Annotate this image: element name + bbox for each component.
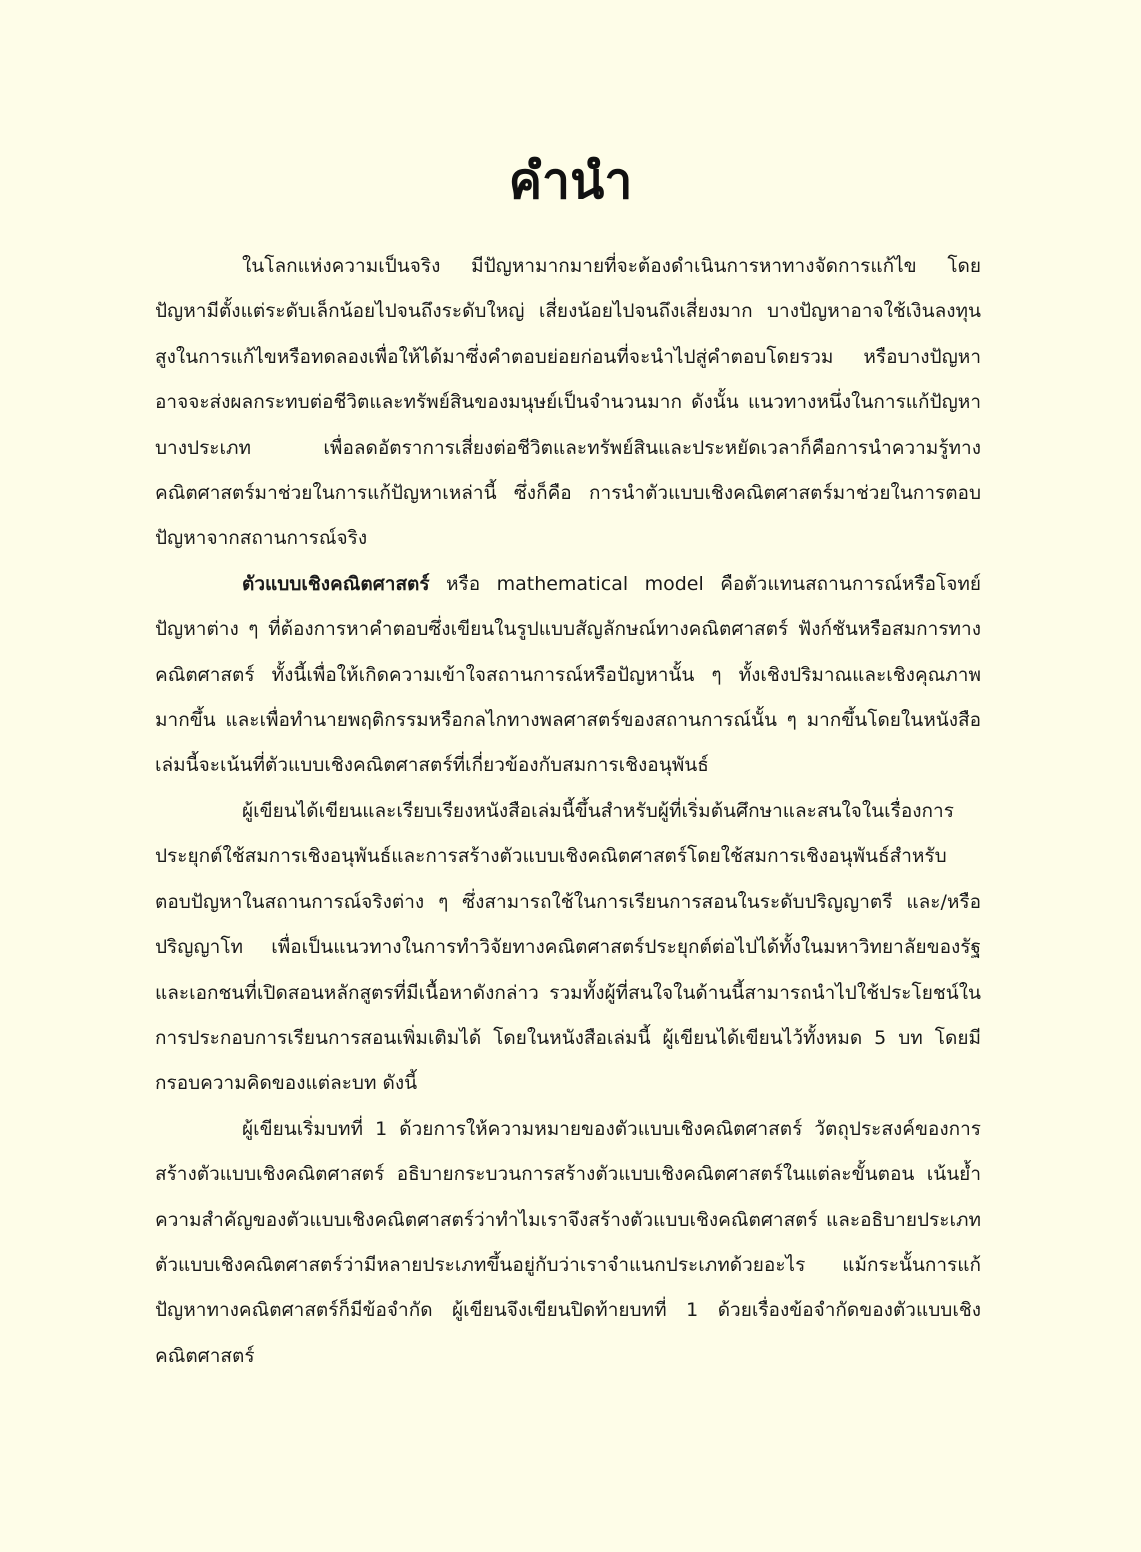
paragraph-2-text: คือตัวแทนสถานการณ์หรือโจทย์ปัญหาต่าง ๆ ที่ต้องการหาคำตอบซึ่งเขียนในรูปแบบสัญลักษณ์ทางคณิตศาสตร์ ฟังก์ชันหรือสมการทางคณิตศาสตร์ ทั้งนี้เพื่อให้เกิดความเข้าใจสถานการณ์หรือปัญหานั้น ๆ ทั้งเชิงปริมาณและเชิงคุณภาพมากขึ้น และเพื่อทำนายพฤติกรรมหรือกลไกทางพลศาสตร์ของสถานการณ์นั้น ๆ มากขึ้นโดยในหนังสือเล่มนี้จะเน้นที่ตัวแบบเชิงคณิตศาสตร์ที่เกี่ยวข้องกับสมการเชิงอนุพันธ์ [155,572,981,777]
paragraph-2-connector: หรือ [429,572,497,595]
term-english: mathematical model [496,572,704,595]
preface-body [155,244,981,1379]
paragraph-3: ผู้เขียนได้เขียนและเรียบเรียงหนังสือเล่มนี้ขึ้นสำหรับผู้ที่เริ่มต้นศึกษาและสนใจในเรื่องการประยุกต์ใช้สมการเชิงอนุพันธ์และการสร้างตัวแบบเชิงคณิตศาสตร์โดยใช้สมการเชิงอนุพันธ์สำหรับตอบปัญหาในสถานการณ์จริงต่าง ๆ ซึ่งสามารถใช้ในการเรียนการสอนในระดับปริญญาตรี และ/หรือปริญญาโท เพื่อเป็นแนวทางในการทำวิจัยทางคณิตศาสตร์ประยุกต์ต่อไปได้ทั้งในมหาวิทยาลัยของรัฐและเอกชนที่เปิดสอนหลักสูตรที่มีเนื้อหาดังกล่าว รวมทั้งผู้ที่สนใจในด้านนี้สามารถนำไปใช้ประโยชน์ในการประกอบการเรียนการสอนเพิ่มเติมได้ โดยในหนังสือเล่มนี้ ผู้เขียนได้เขียนไว้ทั้งหมด 5 บท โดยมีกรอบความคิดของแต่ละบท ดังนี้ [155,799,981,1095]
paragraph-1: ในโลกแห่งความเป็นจริง มีปัญหามากมายที่จะต้องดำเนินการหาทางจัดการแก้ไข โดยปัญหามีตั้งแต่ระดับเล็กน้อยไปจนถึงระดับใหญ่ เสี่ยงน้อยไปจนถึงเสี่ยงมาก บางปัญหาอาจใช้เงินลงทุนสูงในการแก้ไขหรือทดลองเพื่อให้ได้มาซึ่งคำตอบย่อยก่อนที่จะนำไปสู่คำตอบโดยรวม หรือบางปัญหาอาจจะส่งผลกระทบต่อชีวิตและทรัพย์สินของมนุษย์เป็นจำนวนมาก ดังนั้น แนวทางหนึ่งในการแก้ปัญหาบางประเภท เพื่อลดอัตราการเสี่ยงต่อชีวิตและทรัพย์สินและประหยัดเวลาก็คือการนำความรู้ทางคณิตศาสตร์มาช่วยในการแก้ปัญหาเหล่านี้ ซึ่งก็คือ การนำตัวแบบเชิงคณิตศาสตร์มาช่วยในการตอบปัญหาจากสถานการณ์จริง [155,255,981,550]
page-title: คำนำ [508,152,633,210]
paragraph-2 [155,562,981,789]
term-bold: ตัวแบบเชิงคณิตศาสตร์ [242,572,430,595]
paragraph-4: ผู้เขียนเริ่มบทที่ 1 ด้วยการให้ความหมายของตัวแบบเชิงคณิตศาสตร์ วัตถุประสงค์ของการสร้างตัวแบบเชิงคณิตศาสตร์ อธิบายกระบวนการสร้างตัวแบบเชิงคณิตศาสตร์ในแต่ละขั้นตอน เน้นย้ำความสำคัญของตัวแบบเชิงคณิตศาสตร์ว่าทำไมเราจึงสร้างตัวแบบเชิงคณิตศาสตร์ และอธิบายประเภทตัวแบบเชิงคณิตศาสตร์ว่ามีหลายประเภทขึ้นอยู่กับว่าเราจำแนกประเภทด้วยอะไร แม้กระนั้นการแก้ปัญหาทางคณิตศาสตร์ก็มีข้อจำกัด ผู้เขียนจึงเขียนปิดท้ายบทที่ 1 ด้วยเรื่องข้อจำกัดของตัวแบบเชิงคณิตศาสตร์ [155,1117,981,1367]
